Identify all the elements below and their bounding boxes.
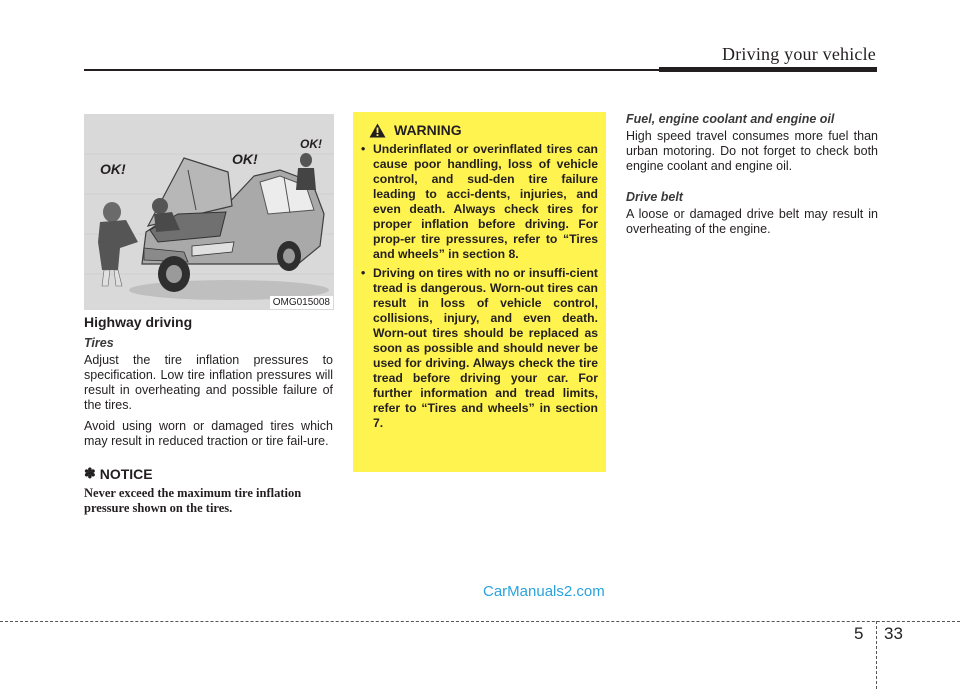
tires-paragraph-1: Adjust the tire inflation pressures to specification. Low tire inflation pressures will result in overheating and possible failure of the tires. [84, 353, 333, 412]
warning-item-text: Driving on tires with no or insuffi-cient tread is dangerous. Worn-out tires can result in loss of vehicle control, collisions, injury, and even death. Worn-out tires should be replaced as soon as possible and should never be used for driving. Always check the tire tread before driving your car. For further information and tread limits, refer to “Tires and wheels” in section 7. [373, 266, 598, 430]
warning-box [353, 112, 606, 472]
drive-belt-subheading: Drive belt [626, 190, 683, 204]
footer-divider [876, 621, 877, 689]
chapter-number: 5 [854, 624, 864, 643]
warning-list [361, 142, 598, 431]
page-number: 33 [884, 624, 903, 643]
warning-item-text: Underinflated or overinflated tires can cause poor handling, loss of vehicle control, and sud-den tire failure leading to acci-dents, injuries, and even death. Always check tires for proper inflation before driving. For prop-er tire pressures, refer to “Tires and wheels” in section 8. [373, 142, 598, 261]
drive-belt-paragraph: A loose or damaged drive belt may result in overheating of the engine. [626, 207, 878, 236]
tires-paragraph-2: Avoid using worn or damaged tires which may result in reduced traction or tire fail-ure. [84, 419, 333, 448]
fuel-coolant-oil-subheading: Fuel, engine coolant and engine oil [626, 112, 835, 126]
warning-title: WARNING [394, 122, 462, 138]
car-inspection-illustration [84, 114, 334, 310]
warning-item [361, 266, 598, 431]
highway-driving-heading: Highway driving [84, 314, 193, 330]
engine-section [626, 112, 878, 243]
bullet-icon: • [361, 266, 366, 280]
tires-subheading: Tires [84, 336, 114, 350]
fuel-paragraph: High speed travel consumes more fuel than urban motoring. Do not forget to check both engine coolant and engine oil. [626, 129, 878, 173]
warning-header [369, 122, 598, 138]
warning-item [361, 142, 598, 262]
figure-code: OMG015008 [270, 296, 333, 309]
svg-text:OK!: OK! [300, 137, 322, 151]
header-rule [84, 69, 659, 71]
notice-text: Never exceed the maximum tire inflation pressure shown on the tires. [84, 486, 302, 515]
svg-text:OK!: OK! [100, 161, 126, 177]
svg-text:OK!: OK! [232, 151, 258, 167]
notice-symbol-icon: ✽ [84, 465, 96, 481]
header-bar [659, 67, 877, 72]
car-illustration-drawing [84, 114, 334, 310]
highway-driving-section [84, 314, 333, 516]
warning-triangle-icon [369, 123, 386, 138]
notice-title: NOTICE [99, 465, 153, 482]
section-header-title: Driving your vehicle [722, 44, 876, 64]
watermark-link[interactable]: CarManuals2.com [483, 583, 605, 600]
bullet-icon: • [361, 142, 366, 156]
notice-header [84, 465, 333, 482]
footer-rule [0, 621, 960, 622]
